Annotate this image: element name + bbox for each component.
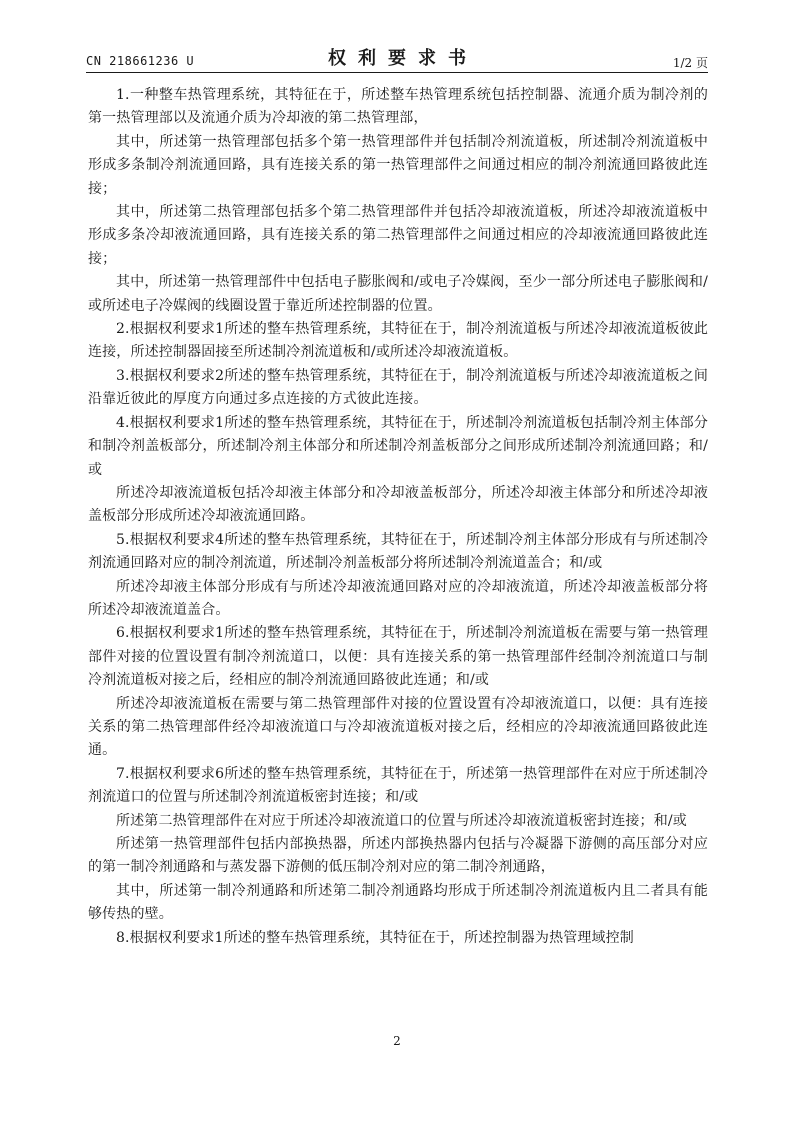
claim-paragraph: 其中，所述第一热管理部包括多个第一热管理部件并包括制冷剂流道板，所述制冷剂流道板中形成多条制冷剂流通回路，具有连接关系的第一热管理部件之间通过相应的制冷剂流通回路彼此连接； (88, 133, 708, 197)
claim-paragraph: 6.根据权利要求1所述的整车热管理系统，其特征在于，所述制冷剂流道板在需要与第一热管理部件对接的位置设置有制冷剂流道口，以便：具有连接关系的第一热管理部件经制冷剂流道口与制冷剂流道板对接之后，经相应的制冷剂流通回路彼此连通；和/或 (88, 625, 708, 689)
claim-paragraph: 所述冷却液主体部分形成有与所述冷却液流通回路对应的冷却液流道，所述冷却液盖板部分将所述冷却液流道盖合。 (88, 578, 708, 618)
claims-body (88, 84, 708, 950)
claim-paragraph: 8.根据权利要求1所述的整车热管理系统，其特征在于，所述控制器为热管理域控制 (116, 929, 634, 946)
claim-paragraph: 所述第二热管理部件在对应于所述冷却液流道口的位置与所述冷却液流道板密封连接；和/或 (116, 812, 687, 829)
claim-paragraph: 所述第一热管理部件包括内部换热器，所述内部换热器内包括与冷凝器下游侧的高压部分对应的第一制冷剂通路和与蒸发器下游侧的低压制冷剂对应的第二制冷剂通路， (88, 836, 708, 876)
claim-paragraph: 7.根据权利要求6所述的整车热管理系统，其特征在于，所述第一热管理部件在对应于所述制冷剂流道口的位置与所述制冷剂流道板密封连接；和/或 (88, 765, 708, 806)
document-title: 权利要求书 (328, 48, 478, 69)
claim-paragraph: 其中，所述第一制冷剂通路和所述第二制冷剂通路均形成于所述制冷剂流道板内且二者具有能够传热的壁。 (88, 882, 708, 923)
claim-paragraph: 其中，所述第二热管理部包括多个第二热管理部件并包括冷却液流道板，所述冷却液流道板中形成多条冷却液流通回路，具有连接关系的第二热管理部件之间通过相应的冷却液流通回路彼此连接； (88, 204, 708, 267)
publication-number: CN 218661236 U (86, 54, 195, 68)
page-indicator: 1/2 页 (672, 56, 708, 70)
header-rule (86, 72, 708, 73)
claim-paragraph: 5.根据权利要求4所述的整车热管理系统，其特征在于，所述制冷剂主体部分形成有与所述制冷剂流通回路对应的制冷剂流道，所述制冷剂盖板部分将所述制冷剂流道盖合；和/或 (88, 531, 708, 572)
claim-paragraph: 3.根据权利要求2所述的整车热管理系统，其特征在于，制冷剂流道板与所述冷却液流道板之间沿靠近彼此的厚度方向通过多点连接的方式彼此连接。 (88, 367, 708, 408)
claim-paragraph: 其中，所述第一热管理部件中包括电子膨胀阀和/或电子冷媒阀，至少一部分所述电子膨胀阀和/或所述电子冷媒阀的线圈设置于靠近所述控制器的位置。 (88, 274, 708, 314)
claim-paragraph: 1.一种整车热管理系统，其特征在于，所述整车热管理系统包括控制器、流通介质为制冷剂的第一热管理部以及流通介质为冷却液的第二热管理部， (88, 87, 708, 127)
claim-paragraph: 所述冷却液流道板在需要与第二热管理部件对接的位置设置有冷却液流道口，以便：具有连接关系的第二热管理部件经冷却液流道口与冷却液流道板对接之后，经相应的冷却液流通回路彼此连通。 (88, 695, 708, 759)
page-header (86, 44, 708, 70)
claim-paragraph: 2.根据权利要求1所述的整车热管理系统，其特征在于，制冷剂流道板与所述冷却液流道板彼此连接，所述控制器固接至所述制冷剂流道板和/或所述冷却液流道板。 (88, 321, 708, 361)
claim-paragraph: 所述冷却液流道板包括冷却液主体部分和冷却液盖板部分，所述冷却液主体部分和所述冷却液盖板部分形成所述冷却液流通回路。 (88, 484, 708, 525)
page-number: 2 (393, 1034, 401, 1048)
claim-paragraph: 4.根据权利要求1所述的整车热管理系统，其特征在于，所述制冷剂流道板包括制冷剂主体部分和制冷剂盖板部分，所述制冷剂主体部分和所述制冷剂盖板部分之间形成所述制冷剂流通回路；和/或 (88, 414, 708, 478)
